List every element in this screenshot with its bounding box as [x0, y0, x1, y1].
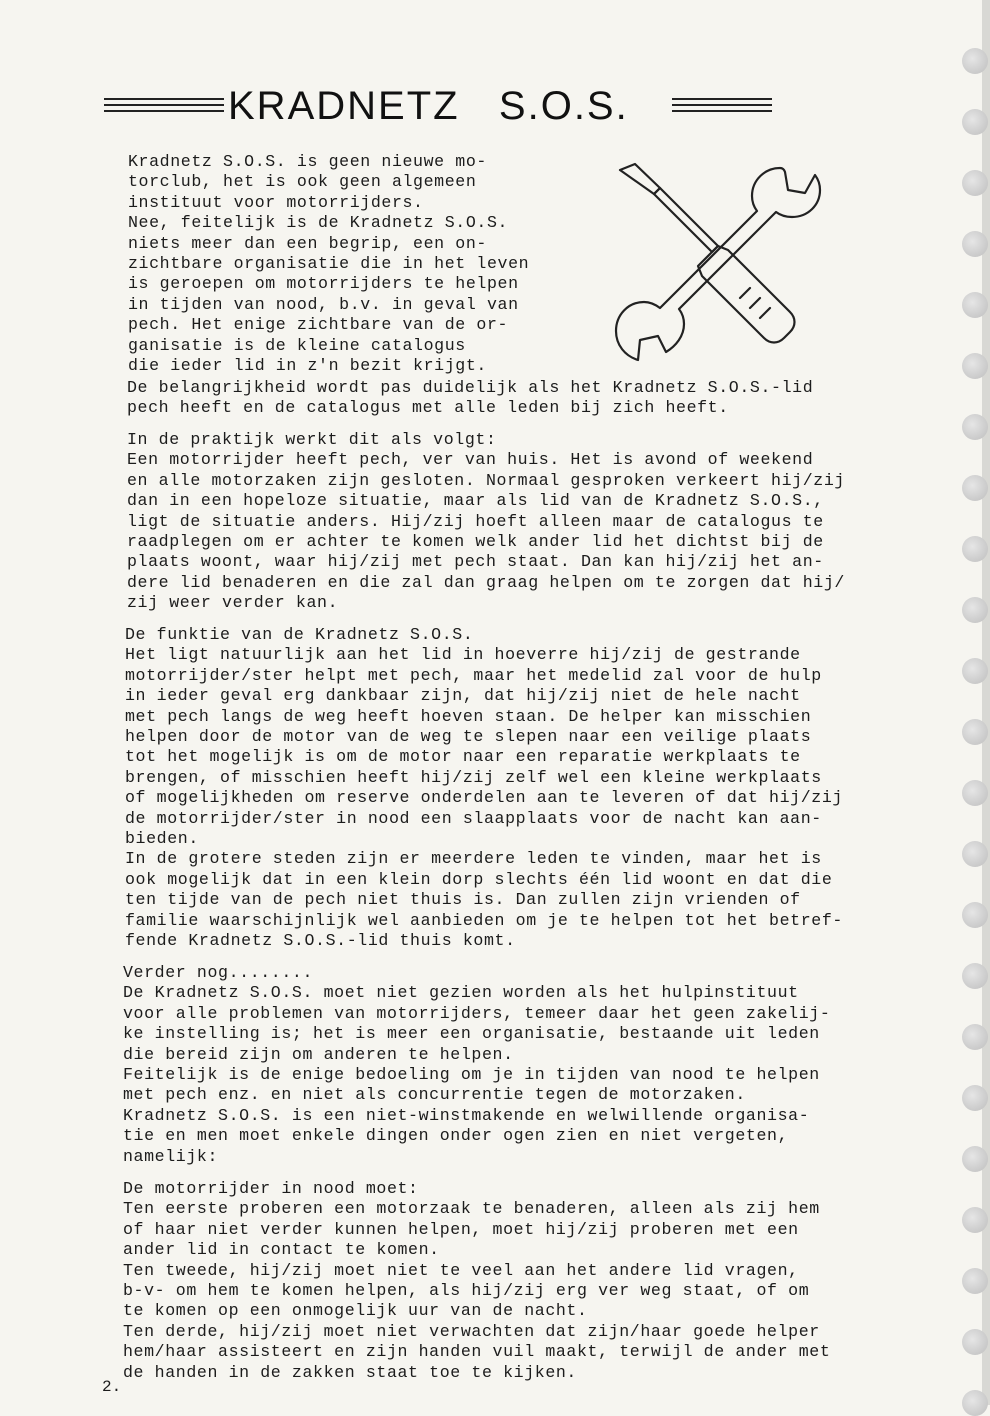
- text-line: De motorrijder in nood moet:: [123, 1179, 419, 1198]
- text-line: Verder nog........: [123, 963, 314, 982]
- punch-hole: [962, 841, 988, 867]
- punch-hole: [962, 902, 988, 928]
- text-line: zij weer verder kan.: [127, 593, 339, 613]
- punch-hole: [962, 475, 988, 501]
- text-line: Feitelijk is de enige bedoeling om je in tijden van nood te helpen: [123, 1065, 820, 1085]
- text-line: In de praktijk werkt dit als volgt:: [127, 430, 497, 449]
- text-line: is geroepen om motorrijders te helpen: [128, 274, 519, 294]
- text-line: ander lid in contact te komen.: [123, 1240, 440, 1260]
- text-line: b-v- om hem te komen helpen, als hij/zij erg ver weg staat, of om: [123, 1281, 810, 1301]
- text-line: familie waarschijnlijk wel aanbieden om je te helpen tot het betref-: [125, 910, 843, 930]
- text-line: De funktie van de Kradnetz S.O.S.: [125, 625, 474, 644]
- punch-hole: [962, 414, 988, 440]
- title-rule-left: [104, 98, 224, 116]
- text-line: bieden.: [125, 829, 199, 849]
- text-line: In de grotere steden zijn er meerdere leden te vinden, maar het is: [125, 849, 822, 869]
- text-line: ganisatie is de kleine catalogus: [128, 335, 466, 355]
- wrench-screwdriver-icon: [600, 150, 830, 380]
- punch-hole: [962, 658, 988, 684]
- punch-hole: [962, 1024, 988, 1050]
- text-line: instituut voor motorrijders.: [128, 192, 424, 212]
- text-line: zichtbare organisatie die in het leven: [128, 254, 530, 274]
- text-line: ligt de situatie anders. Hij/zij hoeft alleen maar de catalogus te: [127, 511, 824, 531]
- punch-hole: [962, 597, 988, 623]
- punch-hole: [962, 780, 988, 806]
- praktijk-paragraph: [127, 430, 845, 614]
- text-line: plaats woont, waar hij/zij met pech staat. Dan kan hij/zij het an-: [127, 552, 824, 572]
- text-line: ke instelling is; het is meer een organisatie, bestaande uit leden: [123, 1024, 820, 1044]
- text-line: pech heeft en de catalogus met alle leden bij zich heeft.: [127, 398, 729, 418]
- text-line: dan in een hopeloze situatie, maar als lid van de Kradnetz S.O.S.,: [127, 491, 824, 511]
- text-line: Ten tweede, hij/zij moet niet te veel aan het andere lid vragen,: [123, 1260, 799, 1280]
- text-line: Kradnetz S.O.S. is een niet-winstmakende en welwillende organisa-: [123, 1105, 810, 1125]
- text-line: torclub, het is ook geen algemeen: [128, 172, 477, 192]
- punch-hole: [962, 1268, 988, 1294]
- text-line: met pech langs de weg heeft hoeven staan. De helper kan misschien: [125, 706, 812, 726]
- text-line: de handen in de zakken staat toe te kijken.: [123, 1362, 577, 1382]
- punch-hole: [962, 292, 988, 318]
- punch-hole: [962, 963, 988, 989]
- text-line: dere lid benaderen en die zal dan graag helpen om te zorgen dat hij/: [127, 572, 845, 592]
- text-line: helpen door de motor van de weg te slepen naar een veilige plaats: [125, 727, 812, 747]
- text-line: ten tijde van de pech niet thuis is. Dan zullen zijn vrienden of: [125, 890, 801, 910]
- punch-hole: [962, 536, 988, 562]
- text-line: De Kradnetz S.O.S. moet niet gezien worden als het hulpinstituut: [123, 983, 799, 1003]
- text-line: Het ligt natuurlijk aan het lid in hoeverre hij/zij de gestrande: [125, 645, 801, 665]
- title-rule-right: [672, 98, 772, 116]
- text-line: Een motorrijder heeft pech, ver van huis. Het is avond of weekend: [127, 450, 814, 470]
- text-line: brengen, of misschien heeft hij/zij zelf wel een kleine werkplaats: [125, 767, 822, 787]
- text-line: hem/haar assisteert en zijn handen vuil maakt, terwijl de ander met: [123, 1342, 831, 1362]
- text-line: De belangrijkheid wordt pas duidelijk als het Kradnetz S.O.S.-lid: [127, 378, 814, 397]
- intro-tail-paragraph: [127, 378, 813, 419]
- text-line: die bereid zijn om anderen te helpen.: [123, 1044, 514, 1064]
- text-line: of haar niet verder kunnen helpen, moet hij/zij proberen met een: [123, 1219, 799, 1239]
- text-line: Nee, feitelijk is de Kradnetz S.O.S.: [128, 213, 509, 233]
- text-line: Kradnetz S.O.S. is geen nieuwe mo-: [128, 152, 487, 171]
- text-line: Ten eerste proberen een motorzaak te benaderen, alleen als zij hem: [123, 1199, 820, 1219]
- text-line: tie en men moet enkele dingen onder ogen zien en niet vergeten,: [123, 1126, 789, 1146]
- text-line: raadplegen om er achter te komen welk ander lid het dichtst bij de: [127, 532, 824, 552]
- punch-hole: [962, 719, 988, 745]
- text-line: in tijden van nood, b.v. in geval van: [128, 294, 519, 314]
- text-line: fende Kradnetz S.O.S.-lid thuis komt.: [125, 931, 516, 951]
- text-line: ook mogelijk dat in een klein dorp slechts één lid woont en dat die: [125, 869, 833, 889]
- text-line: voor alle problemen van motorrijders, temeer daar het geen zakelij-: [123, 1003, 831, 1023]
- text-line: de motorrijder/ster in nood een slaapplaats voor de nacht kan aan-: [125, 808, 822, 828]
- binder-edge: [982, 0, 990, 1405]
- page-number: 2.: [102, 1378, 122, 1396]
- text-line: motorrijder/ster helpt met pech, maar het medelid zal voor de hulp: [125, 665, 822, 685]
- punch-hole: [962, 170, 988, 196]
- text-line: Ten derde, hij/zij moet niet verwachten dat zijn/haar goede helper: [123, 1321, 820, 1341]
- punch-hole: [962, 1085, 988, 1111]
- punch-hole: [962, 1390, 988, 1416]
- text-line: te komen op een onmogelijk uur van de nacht.: [123, 1301, 588, 1321]
- punch-hole: [962, 1146, 988, 1172]
- title-row: [104, 84, 784, 134]
- punch-hole: [962, 109, 988, 135]
- nood-paragraph: [123, 1179, 830, 1383]
- punch-hole: [962, 1329, 988, 1355]
- text-line: pech. Het enige zichtbare van de or-: [128, 315, 509, 335]
- text-line: niets meer dan een begrip, een on-: [128, 233, 487, 253]
- text-line: in ieder geval erg dankbaar zijn, dat hij/zij niet de hele nacht: [125, 686, 801, 706]
- text-line: die ieder lid in z'n bezit krijgt.: [128, 356, 487, 376]
- text-line: namelijk:: [123, 1146, 219, 1166]
- text-line: met pech enz. en niet als concurrentie tegen de motorzaken.: [123, 1085, 746, 1105]
- intro-paragraph: [128, 152, 529, 376]
- punch-hole: [962, 353, 988, 379]
- punch-hole: [962, 1207, 988, 1233]
- text-line: of mogelijkheden om reserve onderdelen aan te leveren of dat hij/zij: [125, 788, 843, 808]
- text-line: tot het mogelijk is om de motor naar een reparatie werkplaats te: [125, 747, 801, 767]
- page-title: KRADNETZ S.O.S.: [228, 84, 629, 128]
- verder-paragraph: [123, 963, 830, 1167]
- punch-hole: [962, 48, 988, 74]
- punch-hole: [962, 231, 988, 257]
- text-line: en alle motorzaken zijn gesloten. Normaal gesproken verkeert hij/zij: [127, 470, 845, 490]
- funktie-paragraph: [125, 625, 843, 952]
